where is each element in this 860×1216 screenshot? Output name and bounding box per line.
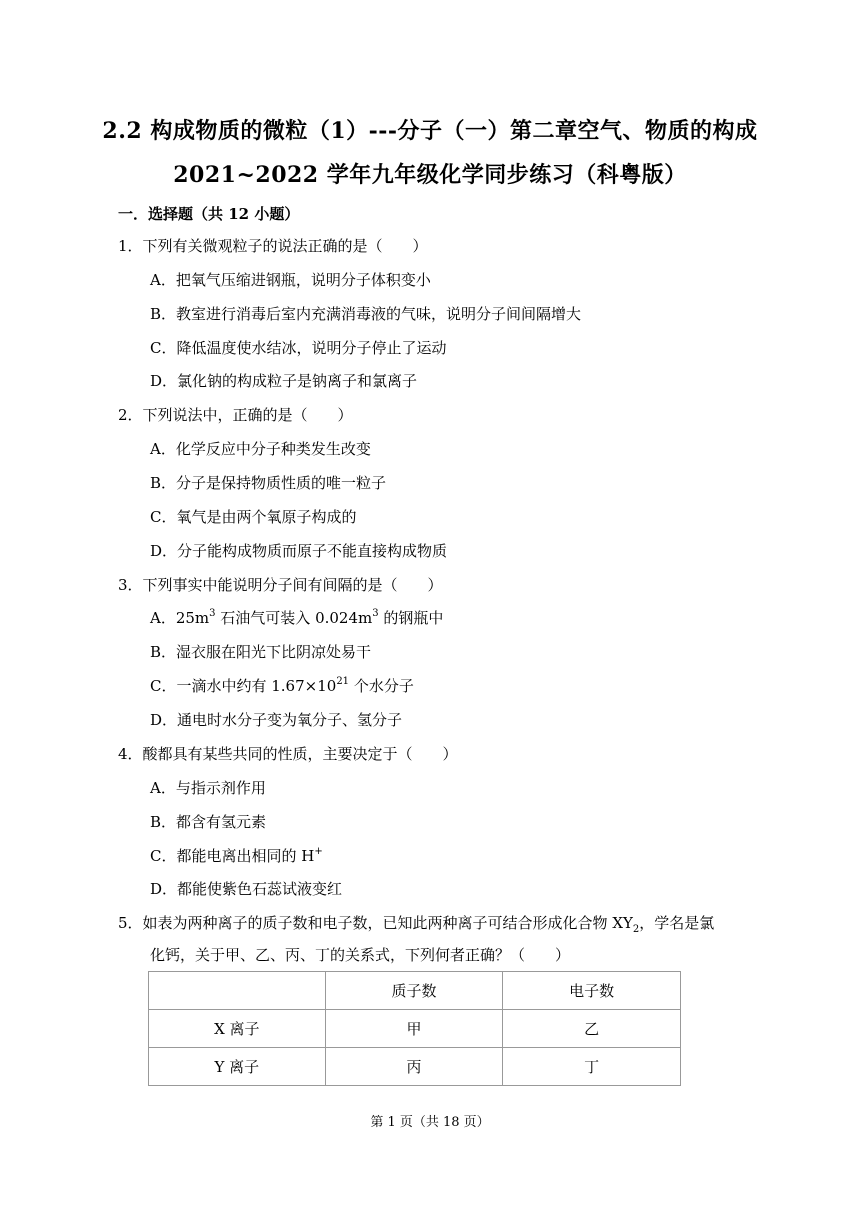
question-2-option-d: D．分子能构成物质而原子不能直接构成物质 [150, 542, 448, 560]
question-5-stem-line-1: 5．如表为两种离子的质子数和电子数，已知此两种离子可结合形成化合物 $XY_2$，学名是氯 [118, 914, 715, 935]
question-4-option-c: C．都能电离出相同的 H+ [150, 846, 323, 865]
page-footer: 第 1 页（共 18 页） [370, 1115, 490, 1130]
table-cell [149, 972, 326, 1010]
section-heading: 一．选择题（共 12 小题） [118, 205, 300, 223]
question-4-option-d: D．都能使紫色石蕊试液变红 [150, 880, 343, 898]
table-cell: 乙 [503, 1010, 681, 1048]
table-cell: 丁 [503, 1048, 681, 1086]
table-row [149, 1010, 681, 1048]
question-1-option-c: C．降低温度使水结冰，说明分子停止了运动 [150, 339, 447, 357]
question-1-option-a: A．把氧气压缩进钢瓶，说明分子体积变小 [150, 271, 431, 289]
question-2-option-c: C．氧气是由两个氧原子构成的 [150, 508, 357, 526]
table-header-electrons: 电子数 [503, 972, 681, 1010]
document-title-line-1: 2.2 构成物质的微粒（1）---分子（一）第二章空气、物质的构成 [102, 118, 758, 144]
question-3-option-d: D．通电时水分子变为氧分子、氢分子 [150, 711, 403, 729]
question-3-option-a: A．$25m^3$ 石油气可装入 $0.024m^3$ 的钢瓶中 [150, 608, 444, 627]
question-2-stem: 2．下列说法中，正确的是（ ） [118, 406, 353, 424]
table-cell: X 离子 [149, 1010, 326, 1048]
question-2-option-b: B．分子是保持物质性质的唯一粒子 [150, 474, 387, 492]
question-1-stem: 1．下列有关微观粒子的说法正确的是（ ） [118, 237, 428, 255]
table-cell: Y 离子 [149, 1048, 326, 1086]
ion-data-table [148, 971, 681, 1086]
question-4-option-b: B．都含有氢元素 [150, 813, 267, 831]
table-cell: 甲 [325, 1010, 503, 1048]
question-2-option-a: A．化学反应中分子种类发生改变 [150, 440, 371, 458]
question-5-stem-line-2: 化钙，关于甲、乙、丙、丁的关系式，下列何者正确？（ ） [150, 946, 571, 964]
question-1-option-b: B．教室进行消毒后室内充满消毒液的气味，说明分子间间隔增大 [150, 305, 582, 323]
question-3-option-b: B．湿衣服在阳光下比阴凉处易干 [150, 643, 372, 661]
table-header-row [149, 972, 681, 1010]
question-4-stem: 4．酸都具有某些共同的性质，主要决定于（ ） [118, 745, 458, 763]
document-title-line-2: 2021~2022 学年九年级化学同步练习（科粤版） [173, 162, 687, 188]
question-1-option-d: D．氯化钠的构成粒子是钠离子和氯离子 [150, 372, 418, 390]
question-3-stem: 3．下列事实中能说明分子间有间隔的是（ ） [118, 576, 443, 594]
table-row [149, 1048, 681, 1086]
question-4-option-a: A．与指示剂作用 [150, 779, 266, 797]
table-header-protons: 质子数 [325, 972, 503, 1010]
question-3-option-c: C．一滴水中约有 $1.67\times 10^{21}$ 个水分子 [150, 676, 414, 695]
table-cell: 丙 [325, 1048, 503, 1086]
